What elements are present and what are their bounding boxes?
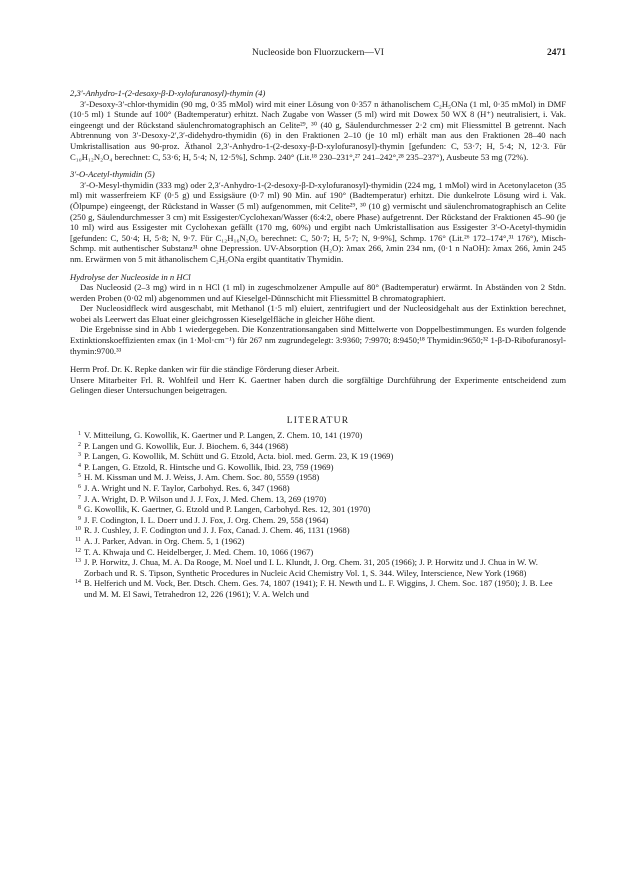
literature-heading: LITERATUR	[286, 416, 350, 427]
reference-text: B. Helferich und M. Vock, Ber. Dtsch. Chem. Ges. 74, 1807 (1941); F. H. Newth und L. F. Wiggins, J. Chem. Soc. 187 (1950); J. B. Lee und M. M. El Sawi, Tetrahedron 12, 226 (1961); V. A. Welch und	[84, 578, 553, 599]
reference-number: 11	[75, 536, 81, 543]
reference-item	[70, 515, 566, 526]
acknowledgments	[70, 364, 566, 396]
reference-text: J. P. Horwitz, J. Chua, M. A. Da Rooge, M. Noel und I. L. Klundt, J. Org. Chem. 31, 205 (1966); J. P. Horwitz und J. Chua in W. W. Zorbach und R. S. Tipson, Synthetic Procedures in Nucleic Acid Chemistry Vol. 1, S. 344. Wiley, Interscience, New York (1968)	[84, 557, 538, 578]
reference-list	[70, 430, 566, 600]
reference-text: H. M. Kissman und M. J. Weiss, J. Am. Chem. Soc. 80, 5559 (1958)	[84, 472, 320, 483]
section-title: 2,3′-Anhydro-1-(2-desoxy-β-D-xylofuranosyl)-thymin (4)	[70, 88, 266, 98]
paragraph: Das Nucleosid (2–3 mg) wird in n HCl (1 ml) in zugeschmolzener Ampulle auf 80° (Badtemperatur) erwärmt. In Abständen von 2 Stdn. werden Proben (0·02 ml) abgenommen und auf Kieselgel-Dünnschicht mit Fliessmittel B chromatographiert.	[70, 282, 566, 303]
running-header	[70, 48, 566, 62]
reference-number: 4	[78, 462, 81, 469]
reference-item	[70, 441, 566, 452]
reference-number: 12	[75, 547, 81, 554]
reference-text: A. J. Parker, Advan. in Org. Chem. 5, 1 (1962)	[84, 535, 245, 546]
reference-item	[70, 472, 566, 483]
acknowledgment-line: Herrn Prof. Dr. K. Repke danken wir für die ständige Förderung dieser Arbeit.	[70, 364, 340, 375]
reference-text: V. Mitteilung, G. Kowollik, K. Gaertner und P. Langen, Z. Chem. 10, 141 (1970)	[84, 430, 363, 441]
reference-text: J. A. Wright und N. F. Taylor, Carbohyd. Res. 6, 347 (1968)	[84, 483, 290, 493]
paper-page	[70, 48, 566, 600]
reference-number: 6	[78, 484, 81, 490]
section-acetyl	[70, 169, 566, 264]
paragraph: 3′-Desoxy-3′-chlor-thymidin (90 mg, 0·35 mMol) wird mit einer Lösung von 0·357 n äthanolischem C₂H₅ONa (1 ml, 0·35 mMol) in DMF (10·5 ml) 1 Stunde auf 100° (Badtemperatur) erhitzt. Nach Zugabe von Wasser (5 ml) wird mit Dowex 50 WX 8 (H⁺) neutralisiert, i. Vak. eingeengt und der Rückstand säulenchromatographisch an Celite²⁹, ³⁰ (40 g, Säulendurchmesser 2·2 cm) mit Fliessmittel B getrennt. Nach Abtrennung von 3′-Desoxy-2′,3′-didehydro-thymidin (6) in den Fraktionen 2–10 (je 10 ml) erhält man aus den Fraktionen 28–40 nach Umkristallisation aus 90-proz. Äthanol 2,3′-Anhydro-1-(2-desoxy-β-D-xylofuranosyl)-thymin [gefunden: C, 53·7; H, 5·4; N, 12·3. Für C₁₀H₁₂N₂O₄ berechnet: C, 53·6; H, 5·4; N, 12·5%], Schmp. 240° (Lit.¹⁸ 230–231°,²⁷ 241–242°,²⁸ 235–237°), Ausbeute 53 mg (72%).	[70, 98, 566, 162]
reference-item	[70, 451, 566, 462]
reference-item	[70, 483, 566, 494]
reference-item	[70, 504, 566, 515]
paragraph: 3′-O-Mesyl-thymidin (333 mg) oder 2,3′-Anhydro-1-(2-desoxy-β-D-xylofuranosyl)-thymidin (224 mg, 1 mMol) wird in Acetonylaceton (35 ml) mit wasserfreiem KF (0·5 g) und Essigsäure (0·7 ml) 90 Min. auf 190° (Badtemperatur) erhitzt. Die dunkelrote Lösung wird i. Vak. (Ölpumpe) eingeengt, der Rückstand in Wasser (5 ml) aufgenommen, mit Celite²⁹, ³⁰ (10 g) vermischt und säulenchromatographisch an Celite (250 g, Säulendurchmesser 3 cm) mit Essigester/Cyclohexan/Wasser (6:4:2, obere Phase) aufgetrennt. Der Rückstand der Fraktionen 45–90 (je 10 ml) wird aus Essigester mit Cyclohexan gefällt (170 mg, 60%) und ergibt nach Umkristallisation aus Essigester 3′-O-Acetyl-thymidin [gefunden: C, 50·4; H, 5·8; N, 9·7. Für C₁₂H₁₆N₂O₆ berechnet: C, 50·7; H, 5·7; N, 9·9%], Schmp. 176° (Lit.²⁶ 172–174°,³¹ 176°), Misch-Schmp. mit authentischer Substanz³¹ ohne Depression. UV-Absorption (H₂O): λmax 266, λmin 234 nm, (0·1 n NaOH): λmax 266, λmin 245 nm. Erwärmen von 5 mit äthanolischem C₂H₅ONa ergibt quantitativ Thymidin.	[70, 179, 566, 264]
reference-number: 5	[78, 473, 81, 480]
reference-number: 2	[78, 441, 81, 448]
reference-number: 10	[75, 526, 81, 533]
reference-number: 3	[78, 452, 81, 459]
reference-number: 9	[78, 515, 81, 522]
reference-text: P. Langen, G. Etzold, R. Hintsche und G. Kowollik, Ibid. 23, 759 (1969)	[84, 461, 334, 472]
reference-number: 7	[78, 494, 81, 501]
reference-item	[70, 536, 566, 547]
reference-number: 13	[75, 558, 81, 565]
reference-item	[70, 494, 566, 505]
reference-text: R. J. Cushley, J. F. Codington und J. J. Fox, Canad. J. Chem. 46, 1131 (1968)	[84, 525, 350, 536]
running-title: Nucleoside bon Fluorzuckern—VI	[252, 48, 384, 58]
reference-text: P. Langen, G. Kowollik, M. Schütt und G. Etzold, Acta. biol. med. Germ. 23, K 19 (1969)	[84, 451, 394, 462]
reference-text: J. A. Wright, D. P. Wilson und J. J. Fox, J. Med. Chem. 13, 269 (1970)	[84, 493, 327, 504]
section-hydrolyse	[70, 272, 566, 357]
paragraph: Die Ergebnisse sind in Abb 1 wiedergegeben. Die Konzentrationsangaben sind Mittelwerte von Doppelbestimmungen. Es wurden folgende Extinktionskoeffizienten εmax (in 1·Mol·cm⁻¹) für 267 nm zugrundegelegt: 3:9360; 7:9970; 8:9450;¹⁸ Thymidin:9650;³² 1-β-D-Ribofuranosyl-thymin:9700.³³	[70, 324, 566, 356]
reference-number: 8	[78, 505, 81, 512]
reference-item	[70, 578, 566, 599]
reference-item	[70, 547, 566, 558]
reference-item	[70, 462, 566, 473]
section-anhydro	[70, 88, 566, 162]
paragraph: Der Nucleosidfleck wird ausgeschabt, mit Methanol (1·5 ml) eluiert, zentrifugiert und der Nucleosidgehalt aus der Extinktion berechnet, wobei als Leerwert das Eluat einer gleichgrossen Kieselgelfläche in gleicher Höhe dient.	[70, 303, 566, 324]
page-number: 2471	[547, 48, 566, 58]
section-title: 3′-O-Acetyl-thymidin (5)	[70, 169, 155, 180]
reference-text: P. Langen und G. Kowollik, Eur. J. Biochem. 6, 344 (1968)	[84, 440, 289, 451]
reference-text: G. Kowollik, K. Gaertner, G. Etzold und P. Langen, Carbohyd. Res. 12, 301 (1970)	[84, 504, 371, 515]
reference-item	[70, 557, 566, 578]
reference-text: T. A. Khwaja und C. Heidelberger, J. Med. Chem. 10, 1066 (1967)	[84, 546, 314, 557]
reference-number: 14	[75, 579, 81, 586]
section-title: Hydrolyse der Nucleoside in n HCl	[70, 271, 191, 282]
reference-text: J. F. Codington, I. L. Doerr und J. J. Fox, J. Org. Chem. 29, 558 (1964)	[84, 514, 329, 525]
reference-number: 1	[78, 431, 81, 438]
acknowledgment-line: Unsere Mitarbeiter Frl. R. Wohlfeil und Herr K. Gaertner haben durch die sorgfältige Durchführung der Experimente entscheidend zum Gelingen dieser Untersuchungen beigetragen.	[70, 374, 566, 396]
reference-item	[70, 430, 566, 441]
reference-item	[70, 525, 566, 536]
